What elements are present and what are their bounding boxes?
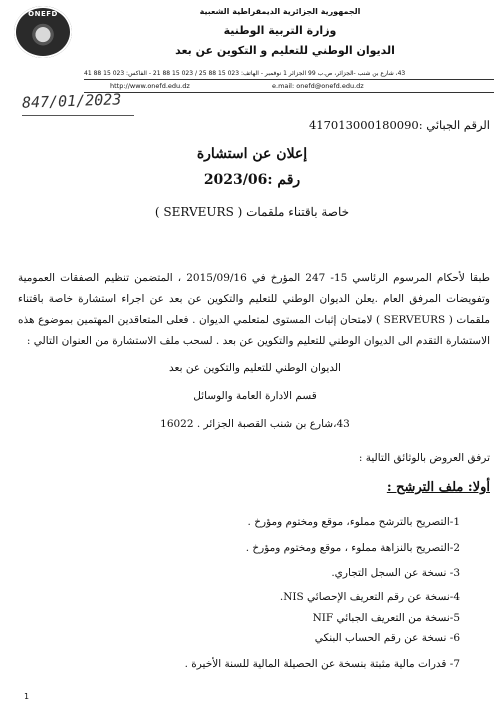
announcement-number: رقم :2023/06: [203, 172, 301, 188]
address-line-office: الديوان الوطني للتعليم والتكوين عن بعد: [169, 362, 341, 374]
section-title-candidacy: أولا: ملف الترشح :: [386, 480, 490, 495]
list-item: 3- نسخة عن السجل التجاري.: [331, 567, 460, 579]
body-paragraph: طبقا لأحكام المرسوم الرئاسي 15- 247 المؤرخ في 2015/09/16 ، المتضمن تنظيم الصفقات العمومية وتفويضات المرفق العام .يعلن الديوان الوطني للتعليم والتكوين عن بعد عن اجراء استشارة خاصة باقتناء ملقمات ( SERVEURS ) لامتحان إثبات المستوى لمتعلمي الديوان . فعلى المتعاقدين المهتمين بموضوع هذه الاستشارة التقدم الى الديوان الوطني للتعليم والتكوين عن بعد . لسحب ملف الاستشارة من العنوان التالي :: [18, 272, 490, 347]
header-divider-bottom: [84, 92, 494, 93]
republic-name: الجمهورية الجزائرية الديمقراطية الشعبية: [199, 7, 361, 16]
website-link[interactable]: http://www.onefd.edu.dz: [110, 82, 190, 90]
handwritten-reference: 847/01/2023: [21, 90, 122, 112]
header-divider-top: [84, 79, 494, 80]
announcement-title: إعلان عن استشارة: [196, 146, 308, 162]
list-item: 4-نسخة عن رقم التعريف الإحصائي NIS.: [279, 591, 460, 603]
office-name: الديوان الوطني للتعليم و التكوين عن بعد: [175, 44, 395, 57]
address-line-department: قسم الادارة العامة والوسائل: [193, 390, 317, 402]
list-item: 5-نسخة من التعريف الجبائي NIF: [312, 612, 460, 624]
list-item: 6- نسخة عن رقم الحساب البنكي: [314, 632, 460, 644]
handwritten-underline: [22, 115, 134, 116]
ministry-name: وزارة التربية الوطنية: [223, 24, 337, 37]
documents-intro: ترفق العروض بالوثائق التالية :: [358, 452, 490, 464]
email-link[interactable]: e.mail: onefd@onefd.edu.dz: [272, 82, 364, 90]
announcement-subject: خاصة باقتناء ملقمات ( SERVEURS ): [154, 205, 350, 219]
page-number: 1: [24, 692, 30, 701]
contact-line: 43، شارع بن شنب -الجزائر، ص.ب 99 الجزائر 1 نوفمبر - الهاتف: 023 15 88 25 / 023 15 88 21 - الفاكس: 023 15 88 41: [84, 70, 406, 77]
list-item: 1-التصريح بالترشح مملوء، موقع ومختوم ومؤرخ .: [247, 516, 460, 528]
address-line-street: 43،شارع بن شنب القصبة الجزائر . 16022: [160, 418, 350, 430]
fiscal-number: الرقم الجبائي :417013000180090: [308, 118, 490, 132]
list-item: 2-التصريح بالنزاهة مملوء ، موقع ومختوم ومؤرخ .: [245, 542, 460, 554]
logo-text: ONEFD: [28, 10, 58, 18]
list-item: 7- قدرات مالية مثبتة بنسخة عن الحصيلة المالية للسنة الأخيرة .: [184, 658, 460, 670]
